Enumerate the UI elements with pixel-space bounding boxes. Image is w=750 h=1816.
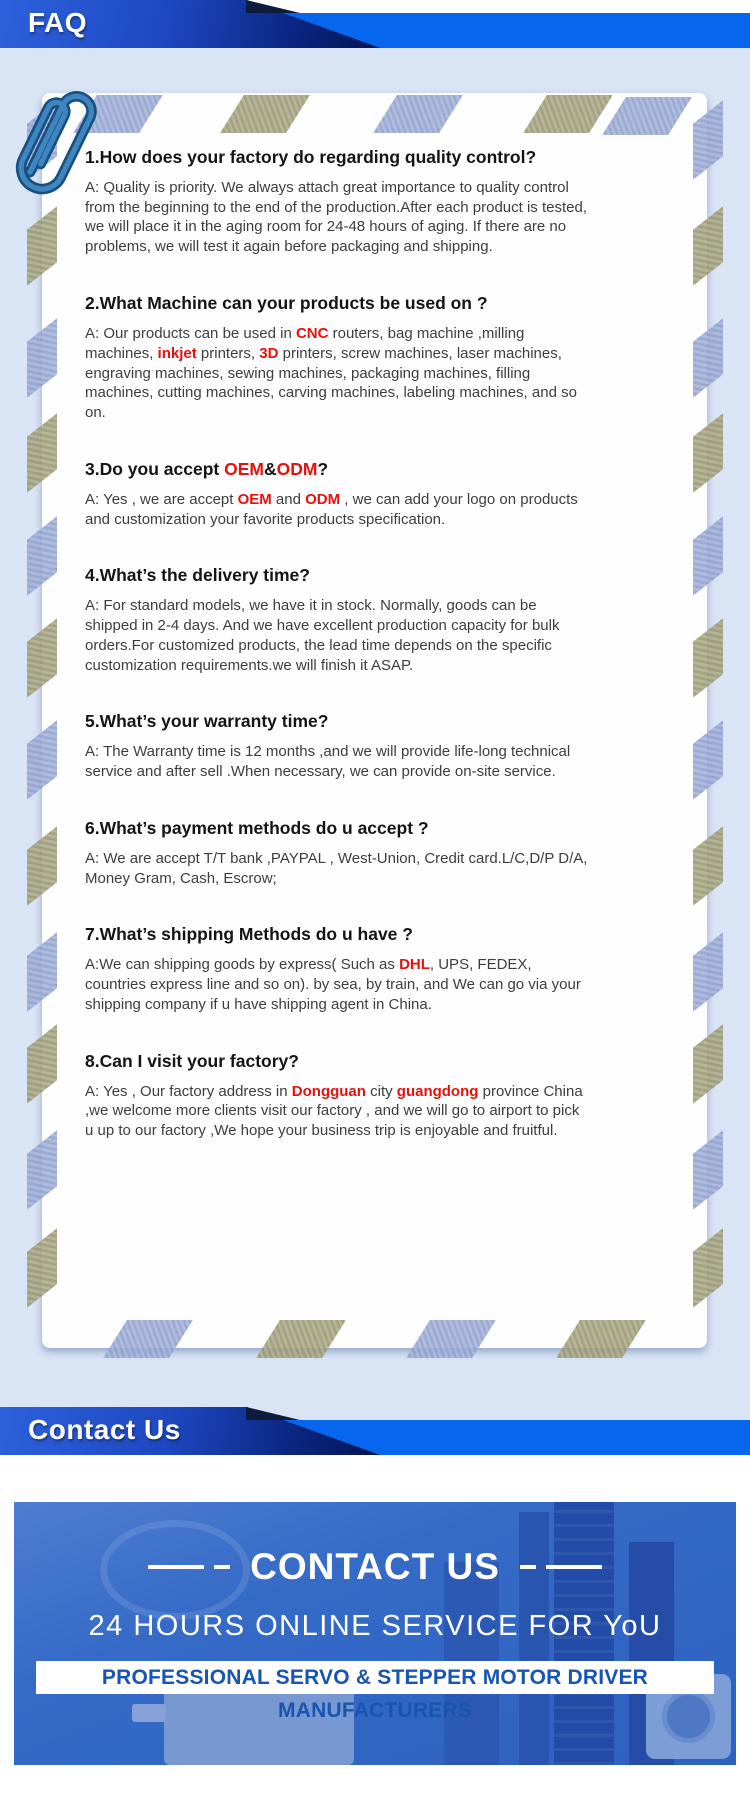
faq-banner-title: FAQ [28, 7, 88, 38]
faq-answer: A:We can shipping goods by express( Such as DHL, UPS, FEDEX, countries express line and so on). by sea, by train, and We can go via your shipping company if u have shipping agent in China. [85, 956, 581, 1013]
contact-banner-title: Contact Us [28, 1414, 181, 1445]
contact-subheading: 24 HOURS ONLINE SERVICE FOR YoU [88, 1610, 662, 1642]
faq-item [85, 1051, 590, 1141]
faq-item [85, 459, 590, 529]
contact-banner [0, 1407, 750, 1455]
contact-strip-banner: PROFESSIONAL SERVO & STEPPER MOTOR DRIVER MANUFACTURERS [36, 1661, 714, 1694]
faq-question: 1.How does your factory do regarding quality control? [85, 147, 537, 167]
faq-item [85, 147, 590, 257]
faq-list [85, 147, 590, 1141]
faq-banner-fold-icon [246, 0, 300, 13]
faq-item [85, 818, 590, 888]
faq-item [85, 293, 590, 423]
heading-dash-icon [520, 1565, 536, 1569]
faq-answer: A: Quality is priority. We always attach great importance to quality control from the beginning to the end of the production.After each product is tested, we will place it in the aging room for 24-48 hours of aging. If there are no problems, we will test it again before packaging and shipping. [85, 178, 587, 256]
faq-answer: A: For standard models, we have it in stock. Normally, goods can be shipped in 2-4 days. And we have excellent production capacity for bulk orders.For customized products, the lead time depends on the specific customization requirements.we will finish it ASAP. [85, 597, 560, 674]
faq-section [0, 48, 750, 1407]
faq-answer: A: Our products can be used in CNC routers, bag machine ,milling machines, inkjet printers, 3D printers, screw machines, laser machines, engraving machines, sewing machines, packaging machines, filling machines, cutting machines, carving machines, labeling machines, and so on. [85, 324, 577, 422]
heading-dash-icon [546, 1565, 602, 1569]
heading-dash-icon [214, 1565, 230, 1569]
faq-question: 2.What Machine can your products be used on ? [85, 293, 488, 314]
faq-question: 3.Do you accept OEM&ODM? [85, 458, 329, 479]
heading-dash-icon [148, 1565, 204, 1569]
faq-question: 5.What’s your warranty time? [85, 711, 329, 732]
contact-section [0, 1455, 750, 1816]
faq-question: 8.Can I visit your factory? [85, 1050, 299, 1071]
faq-item [85, 924, 590, 1014]
contact-product-photo [14, 1502, 736, 1765]
faq-item [85, 711, 590, 781]
faq-banner [0, 0, 750, 48]
faq-item [85, 565, 590, 675]
contact-banner-fold-icon [246, 1407, 300, 1420]
contact-heading-row [14, 1546, 736, 1588]
faq-question: 4.What’s the delivery time? [85, 565, 310, 586]
contact-photo-text [14, 1502, 736, 1765]
faq-question: 6.What’s payment methods do u accept ? [85, 817, 429, 838]
contact-heading: CONTACT US [250, 1546, 500, 1587]
faq-answer: A: The Warranty time is 12 months ,and we will provide life-long technical service and after sell .When necessary, we can provide on-site service. [85, 743, 571, 781]
faq-paper [42, 93, 707, 1348]
faq-question: 7.What’s shipping Methods do u have ? [85, 924, 413, 945]
faq-answer: A: We are accept T/T bank ,PAYPAL , West-Union, Credit card.L/C,D/P D/A, Money Gram, Cash, Escrow; [85, 849, 588, 887]
faq-answer: A: Yes , Our factory address in Dongguan city guangdong province China ,we welcome more clients visit our factory , and we will go to airport to pick u up to our factory ,We hope your business trip is enjoyable and fruitful. [85, 1082, 583, 1140]
faq-answer: A: Yes , we are accept OEM and ODM , we can add your logo on products and customization your favorite products specification. [85, 490, 578, 528]
